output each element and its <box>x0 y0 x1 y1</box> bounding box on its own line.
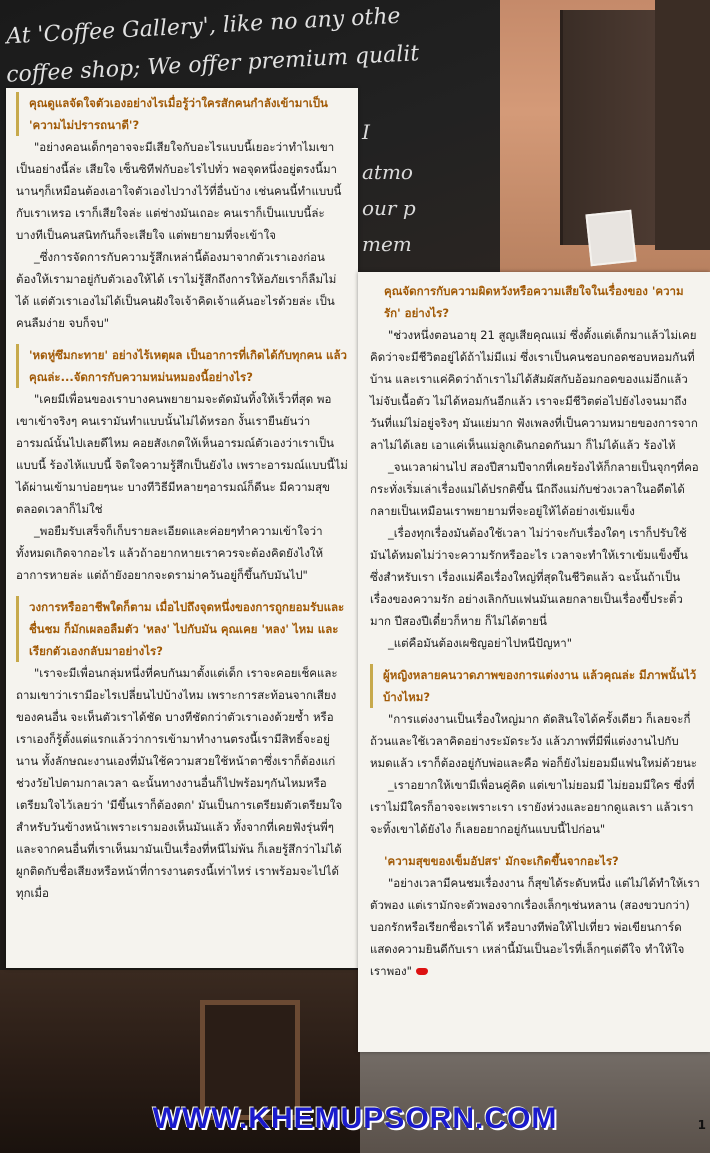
website-url[interactable]: WWW.KHEMUPSORN.COM <box>152 1102 558 1135</box>
paragraph: "เคยมีเพื่อนของเราบางคนพยายามจะตัดมันทิ้งให้เร็วที่สุด พอเขาเข้าจริงๆ คนเรามันทำแบบนั้นไม่ได้หรอก งั้นเรายืนยันว่าอารมณ์นั้นไปเลยดีไหม คอยสังเกตให้เห็นอารมณ์ตัวเองว่าเราเป็นแบบนี้ ร้องไห้แบบนี้ จิตใจความรู้สึกเป็นยังไง เพราะอารมณ์แบบนี้ไม่ได้ผ่านเข้ามาบ่อยๆนะ บางทีวิธีมีหลายๆอารมณ์ก็ดีนะ มีความสุขตลอดเวลาก็ไม่ใช่ <box>16 392 348 516</box>
paragraph: _ซึ่งการจัดการกับความรู้สึกเหล่านี้ต้องมาจากตัวเราเองก่อน ต้องให้เรามาอยู่กับตัวเองให้ได้ เราไม่รู้สึกถึงการให้อภัยเราก็ลืมไม่ได้ แต่ตัวเราเองไม่ได้เป็นคนฝังใจเจ้าคิดเจ้าแค้นอะไรด้วยล่ะ เป็นคนลืมง่าย จบก็จบ" <box>16 250 337 330</box>
question-heading: ผู้หญิงหลายคนวาดภาพของการแต่งงาน แล้วคุณล่ะ มีภาพนั้นไว้บ้างไหม? <box>370 664 700 708</box>
question-heading: คุณจัดการกับความผิดหวังหรือความเสียใจในเรื่องของ 'ความรัก' อย่างไร? <box>384 284 684 320</box>
shelf <box>560 10 658 245</box>
paragraph: "เราจะมีเพื่อนกลุ่มหนึ่งที่คบกันมาตั้งแต่เด็ก เราจะคอยเช็คและถามเขาว่าเรามีอะไรเปลี่ยนไปบ้างไหม เพราะการสะท้อนจากเสียงของคนอื่น จะเห็นตัวเราได้ชัด บางทีชัดกว่าตัวเราเองด้วยซ้ำ หรือเราเองก็รู้ตั้งแต่แรกแล้วว่าการเข้ามาทำงานตรงนี้เรามีสิทธิ์จะอยู่นาน ทั้งลักษณะงานเองที่มันใช้ความสวยใช้หน้าตาซึ่งเราก็ต้องแก่ช่วงวัยไปตามกาลเวลา ฉะนั้นทางงานอื่นก็ไปพร้อมๆกันไหมหรือเตรียมใจไว้เลยว่า 'มีขึ้นเราก็ต้องตก' มันเป็นการเตรียมตัวเตรียมใจสำหรับวันข้างหน้าเพราะเรามองเห็นมันแล้ว ทั้งจากที่เคยฟังรุ่นพี่ๆและจากคนอื่นที่เราเห็นมามันเป็นเรื่องที่หนีไม่พ้น ก็เลยรู้สึกว่าไม่ได้ผูกติดกับชื่อเสียงหรือหน้าที่การงานตรงนี้เท่าไหร่ เราพร้อมจะไปได้ทุกเมื่อ <box>16 666 343 900</box>
question-heading: คุณดูแลจัดใจตัวเองอย่างไรเมื่อรู้ว่าใครสักคนกำลังเข้ามาเป็น 'ความไม่ปรารถนาดี'? <box>16 92 348 136</box>
question-heading: 'ความสุขของเข็มอัปสร' มักจะเกิดขึ้นจากอะไร? <box>384 854 619 868</box>
photo-frame <box>585 210 636 267</box>
paragraph: _แต่คือมันต้องเผชิญอย่าไปหนีปัญหา" <box>388 636 572 650</box>
question-heading: 'หดหู่ซึมกะทาย' อย่างไร้เหตุผล เป็นอาการที่เกิดได้กับทุกคน แล้วคุณล่ะ...จัดการกับความหม่นหมองนี้อย่างไร? <box>16 344 348 388</box>
paragraph: _เราอยากให้เขามีเพื่อนคู่คิด แต่เขาไม่ยอมมี ไม่ยอมมีใคร ซึ่งที่เราไม่มีใครก็อาจจะเพราะเรา เรายังห่วงและอยากดูแลเรา แล้วเราจะทิ้งเขาได้ยังไง ก็เลยอยากอยู่กันแบบนี้ไปก่อน" <box>370 778 695 836</box>
lips-icon <box>416 968 428 975</box>
paragraph: "อย่างคอนเด็กๆอาจจะมีเสียใจกับอะไรแบบนี้เยอะว่าทำไมเขาเป็นอย่างนี้ล่ะ เสียใจ เซ็นซิทีฟกับอะไรไปทั่ว พอจุดหนึ่งอยู่ตรงนี้มานานๆก็เหมือนต้องเอาใจตัวเองไปวางไว้ที่อื่นบ้าง เช่นคนนี้ทำแบบนี้กับเราเหรอ เราก็เสียใจล่ะ แต่ช่างมันเถอะ คนเราก็เป็นแบบนี้ล่ะ บางทีเป็นคนสนิทกันก็จะเสียใจ แต่พยายามที่จะเข้าใจ <box>16 140 342 242</box>
paragraph: _จนเวลาผ่านไป สองปีสามปีจากที่เคยร้องไห้ก็กลายเป็นจุกๆที่คอ กระทั่งเริ่มเล่าเรื่องแม่ได้ปรกติขึ้น นึกถึงแม่กับช่วงเวลาในอดีตได้ กลายเป็นเหมือนเราพยายามที่จะอยู่ให้ได้อย่างเข้มแข็ง <box>370 460 699 518</box>
chalk-side-4: mem <box>362 232 412 256</box>
article-right-column <box>358 272 710 1052</box>
article-left-column <box>6 88 358 968</box>
paragraph: _พอยืมรับเสร็จก็เก็บรายละเอียดและค่อยๆทำความเข้าใจว่าทั้งหมดเกิดจากอะไร แล้วถ้าอยากหายเราควรจะต้องคิดยังไงให้อาการหายล่ะ แต่ถ้ายังอยากจะดราม่าควันอยู่ก็ขึ้นกับมันไป" <box>16 524 324 582</box>
chalk-side-1: I <box>362 120 370 144</box>
paragraph: _เรื่องทุกเรื่องมันต้องใช้เวลา ไม่ว่าจะกับเรื่องใดๆ เราก็ปรับใช้มันได้หมดไม่ว่าจะความรักหรืออะไร เวลาจะทำให้เราเข้มแข็งขึ้น ซึ่งสำหรับเรา เรื่องแม่คือเรื่องใหญ่ที่สุดในชีวิตแล้ว ฉะนั้นถ้าเป็นเรื่องของความรัก อย่างเลิกกับแฟนมันเลยกลายเป็นเรื่องขี้ประติ๋วมาก ปีสองปีเดี๋ยวก็หาย ก็ไม่ได้ตายนี่ <box>370 526 688 628</box>
paragraph: "อย่างเวลามีคนชมเรื่องงาน ก็สุขได้ระดับหนึ่ง แต่ไม่ได้ทำให้เราตัวพอง แต่เรามักจะตัวพองจากเรื่องเล็กๆเช่นหลาน (สองขวบกว่า) บอกรักหรือเรียกชื่อเราได้ หรือบางทีพ่อให้ไปเที่ยว พ่อเขียนการ์ดแสดงความยินดีกับเรา เหล่านี้มันเป็นอะไรที่เล็กๆแต่ดีใจ ทำให้ใจเราพอง" <box>370 876 700 978</box>
paragraph: "ช่วงหนึ่งตอนอายุ 21 สูญเสียคุณแม่ ซึ่งตั้งแต่เด็กมาแล้วไม่เคยคิดว่าจะมีชีวิตอยู่ได้ถ้าไม่มีแม่ ซึ่งเราเป็นคนชอบกอดชอบหอมกันที่บ้าน และเราแค่คิดว่าถ้าเราไม่ได้สัมผัสกับอ้อมกอดของแม่อีกแล้ว ไม่จับเนื้อตัว ไม่ได้หอมกันอีกแล้ว เราจะมีชีวิตต่อไปยังไงจนมาถึงวันที่แม่ไม่อยู่จริงๆ มันแย่มาก ฟังเพลงที่เป็นความหมายของการจากลาไม่ได้เลย เอาแค่เห็นแม่ลูกเดินกอดกันมา ก็ไม่ได้แล้ว ร้องไห้ <box>370 328 698 452</box>
question-heading: วงการหรืออาชีพใดก็ตาม เมื่อไปถึงจุดหนึ่งของการถูกยอมรับและชื่นชม ก็มักเผลอลืมตัว 'หลง' ไปกับมัน คุณเคย 'หลง' ไหม และเรียกตัวเองกลับมาอย่างไร? <box>16 596 348 662</box>
shelf-side <box>655 0 710 250</box>
page-number: 1 <box>697 1118 706 1132</box>
chalk-side-2: atmo <box>362 160 413 184</box>
chalk-line-2: coffee shop; We offer premium qualit <box>5 41 420 88</box>
chalk-side-3: our p <box>362 196 416 220</box>
chalk-line-1: At 'Coffee Gallery', like no any othe <box>5 3 402 50</box>
paragraph: "การแต่งงานเป็นเรื่องใหญ่มาก ตัดสินใจได้ครั้งเดียว ก็เลยจะกี่ถ้วนและใช้เวลาคิดอย่างระมัดระวัง แล้วภาพที่มีพี่แต่งงานไปกับหมดแล้ว เราก็ต้องอยู่กับพ่อและคือ พ่อก็ยังไม่ยอมมีแฟนใหม่ด้วยนะ <box>370 712 697 770</box>
